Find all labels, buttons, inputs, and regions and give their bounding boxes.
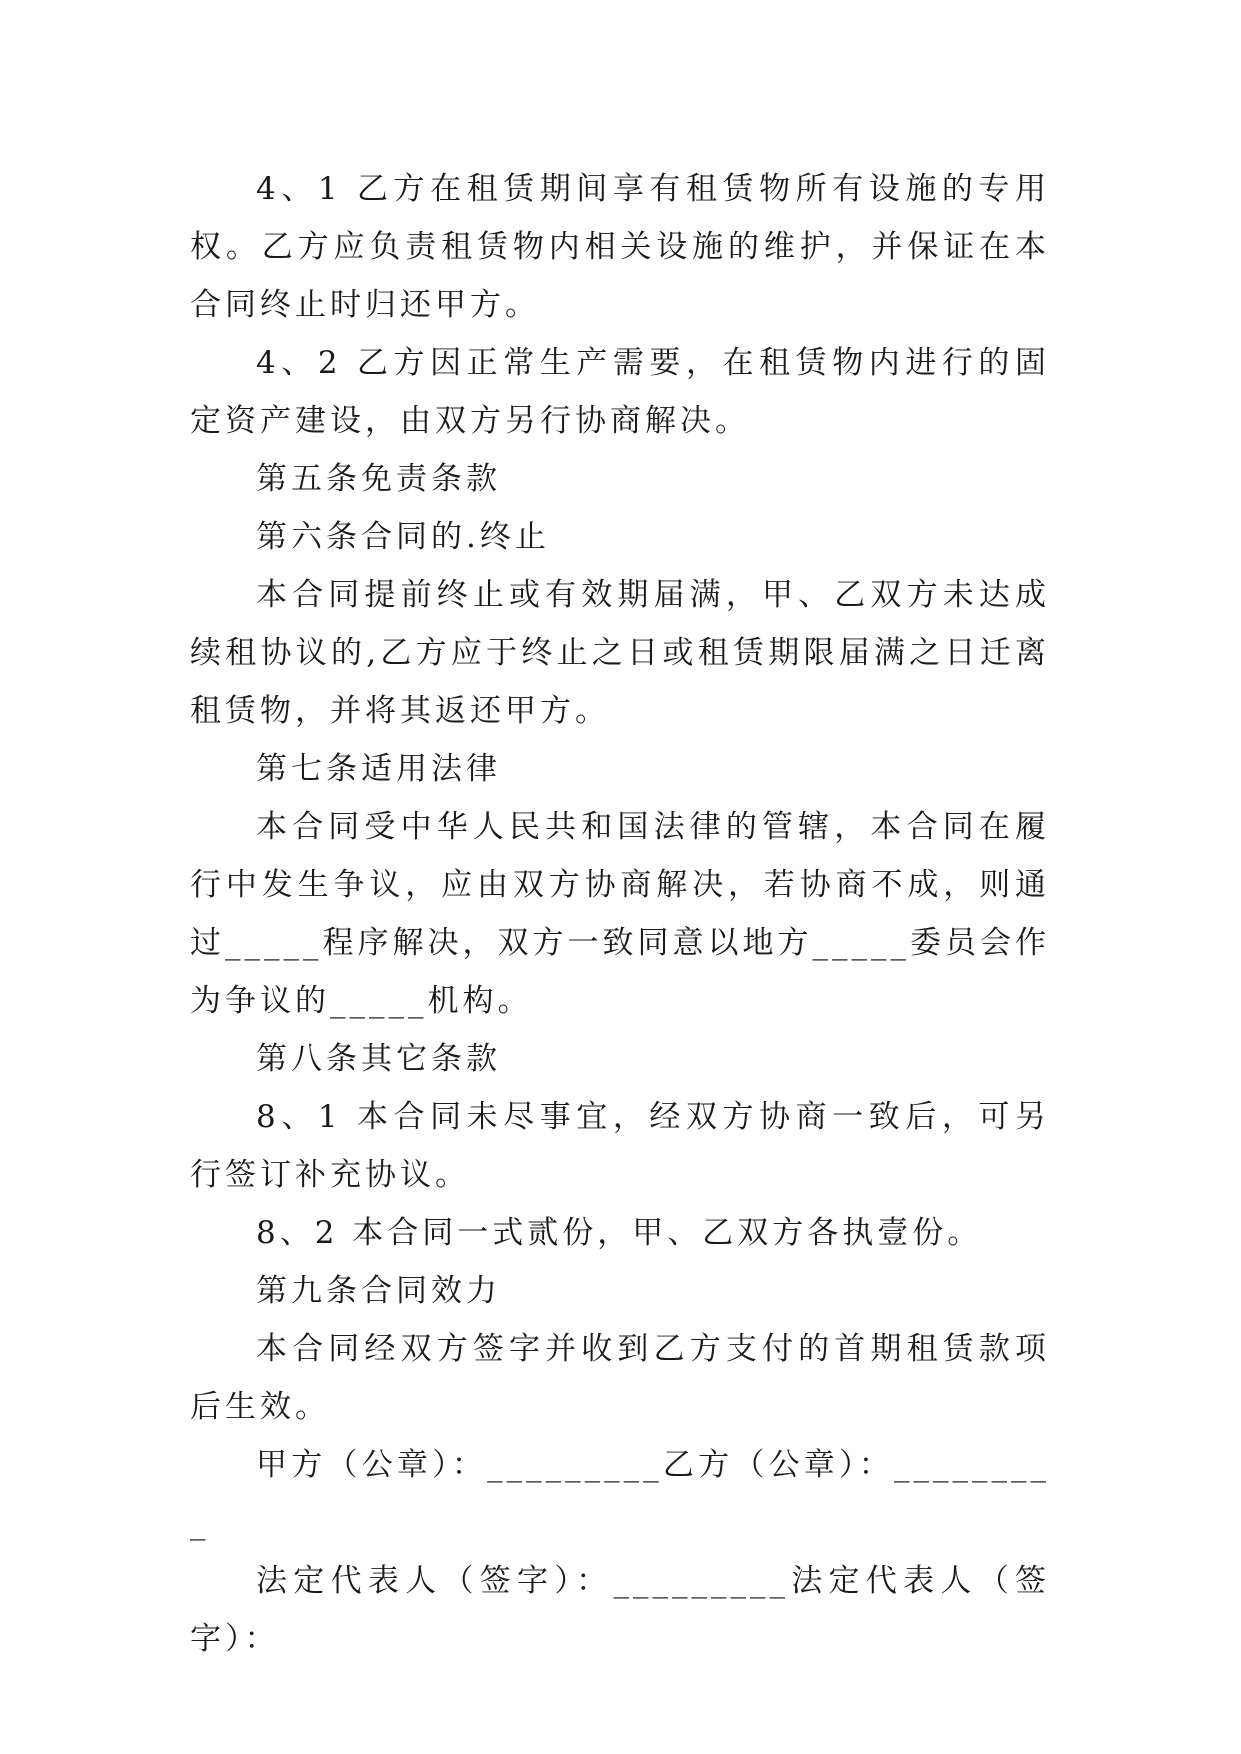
article-6-text: 本合同提前终止或有效期届满，甲、乙双方未达成续租协议的,乙方应于终止之日或租赁期限届满之日迁离租赁物，并将其返还甲方。 xyxy=(190,577,1050,729)
document-body xyxy=(190,160,1050,1668)
clause-8-2: 8、2 本合同一式贰份，甲、乙双方各执壹份。 xyxy=(256,1215,983,1251)
article-7-text: 本合同受中华人民共和国法律的管辖，本合同在履行中发生争议，应由双方协商解决，若协商不成，则通过_____程序解决，双方一致同意以地方_____委员会作为争议的_____机构。 xyxy=(190,809,1050,1019)
article-6-heading: 第六条合同的.终止 xyxy=(256,519,550,555)
article-7-heading: 第七条适用法律 xyxy=(256,751,501,787)
clause-8-1: 8、1 本合同未尽事宜，经双方协商一致后，可另行签订补充协议。 xyxy=(190,1099,1050,1193)
article-9-text: 本合同经双方签字并收到乙方支付的首期租赁款项后生效。 xyxy=(190,1331,1050,1425)
article-9-heading: 第九条合同效力 xyxy=(256,1273,501,1309)
article-5-heading: 第五条免责条款 xyxy=(256,461,501,497)
seal-line: 甲方（公章）：_________乙方（公章）：_________ xyxy=(190,1447,1050,1541)
signature-line: 法定代表人（签字）：_________法定代表人（签字）： xyxy=(190,1563,1050,1657)
article-8-heading: 第八条其它条款 xyxy=(256,1041,501,1077)
clause-4-2: 4、2 乙方因正常生产需要，在租赁物内进行的固定资产建设，由双方另行协商解决。 xyxy=(190,345,1050,439)
clause-4-1: 4、1 乙方在租赁期间享有租赁物所有设施的专用权。乙方应负责租赁物内相关设施的维护，并保证在本合同终止时归还甲方。 xyxy=(190,171,1050,323)
